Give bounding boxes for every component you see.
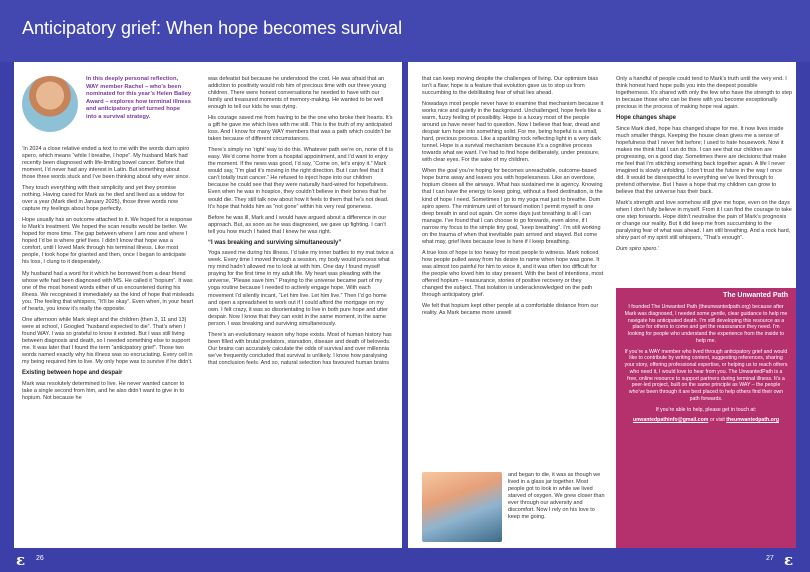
paragraph: If you’re a WAY member who lived through anticipatory grief and would like to contribute by writing content, suggesting references, sharing your story, offering professional expertise, or helping us to reach others who need it, I would love to hear from you. The UnwantedPath is a free, online resource to support partners during terminal illness. It’s a peer-led project, built on the same principle as WAY – the people who’ve been through it are best placed to help others find their own path forwards. (624, 348, 788, 402)
right-page (408, 62, 796, 548)
left-page (14, 62, 402, 548)
paragraph: Hope usually has an outcome attached to it. We hoped for a response to Mark’s treatment. We hoped the scan results would be better. We hoped for more time. The gap between where I am now and where I hoped I’d be is where grief lives. I didn’t know that hope was a comfort, until I loved Mark through his terminal illness. Like most people, I took hope for granted and then, once I began to anticipate his loss, I clung to it desperately. (22, 217, 193, 266)
unwanted-path-box (616, 288, 796, 548)
paragraph: Mark’s strength and love somehow still give me hope, even on the days when I don’t fully believe in myself. From it I can find the courage to take one step forwards. Hope didn’t neutralise the pain of Mark’s prognosis or change our reality. But it did keep me from succumbing to the paralysing fear of what was ahead. I am still breathing. And a rock hard, shiny part of my spirit still whispers, “That’s enough”. (616, 200, 792, 242)
contact-line (624, 417, 788, 424)
paragraph: Since Mark died, hope has changed shape for me. It now lives inside much smaller things. Keeping the house clean gives me a sense of hopefulness that I never felt before; I used to hate housework. Now it makes me think that I can do this. I can see that our children are progressing, on a good day. Sometimes there are decisions that make me feel that I’m stitching something back together again. A life I never imagined is slowly unfolding. I don’t trust the future in the way I once did. It would be disrespectful to everything we’ve lived through to pretend otherwise. But I have a hope that my children can grow to believe that the universe has their back. (616, 125, 787, 196)
photo-side-text (508, 472, 606, 544)
paragraph: was defeatist but because he understood the cost. He was afraid that an addiction to positivity would rob him of precious time with our three young children. There were honest conversations he needed to have with our family and treasured moments of memory-making. He wanted to be well enough to tell our kids he was dying. (208, 76, 387, 111)
paragraph: My husband had a word for it which he borrowed from a dear friend whose wife had been diagnosed with MS. He called it “hopium”. It was one of the most honest words either of us encountered during his illness. We recognised it immediately as the kind of hope that misleads you. The feeling that whispers, “It’ll be okay”. Even when, in your heart of hearts, you know it’s really the opposite. (22, 270, 194, 312)
paragraph: and began to die, it was as though we lived in a glass jar together. Most people got to look in while we lived starved of oxygen. We grew closer than ever through our adversity and discomfort. Now I rely on his love to keep me going. (508, 472, 605, 521)
way-logo-icon: ε (784, 551, 794, 569)
paragraph: that can keep moving despite the challenges of living. Our optimism bias isn’t a flaw; hope is a feature that evolution gave us to stop us from succumbing to the debilitating fear of what lies ahead. (422, 76, 599, 97)
paragraph: There’s simply no ‘right’ way to do this. Whatever path we’re on, none of it is easy. We’d come home from a hospital appointment, and I’d want to enjoy the moment. If the news was good, I’d say, “Come on, let’s enjoy it.” Mark would say, “I’m glad it’s moving in the right direction. But I can feel that it can’t totally trust cancer.” He refused to inject hope into our children because he could see that they were naturally hard-wired for hopefulness. Even when he was in hospice, they couldn’t believe in their bones that he would die. They still talk now about how it feels to them that he’s not dead. It’s hope that holds him as “not gone” within his very real goneness. (208, 147, 393, 210)
paragraph: When the goal you’re hoping for becomes unreachable, outcome-based hope burns away and leaves you with hopelessness. Like an overdose, hopium closes all the airways. What has sustained me is agency. Knowing that I can have the energy to keep going, without a fixed destination, is the kind of hope I need. Sometimes I go to my yoga mat just to breathe. Dum spiro spero. The minimum unit of forward motion I permit myself is one deep breath in and out again. On some days just breathing is all I can manage. I’ve found that I can choose to go forwards, even alone, if I narrow my focus to the simple tiny goal, “keep breathing”. I’m still working on the trauma of when that inevitable pain arrived and stayed. But come what may, grief lives because love is here if I keep breathing. (422, 168, 603, 245)
intro-block (86, 76, 192, 136)
column-4 (616, 76, 792, 284)
signoff: Dum spiro spero.’ (616, 246, 660, 253)
paragraph: They touch everything with their simplicity and yet they promise nothing. Having cared for Mark as he died and lived as a widow for over a year (Mark died in January 2025), those three words now capture my feelings about hope perfectly. (22, 185, 185, 213)
section-heading: Existing between hope and despair (22, 369, 123, 376)
way-logo-icon: ε (16, 551, 26, 569)
section-heading: Hope changes shape (616, 115, 677, 122)
column-2 (208, 76, 394, 544)
paragraph: Nowadays most people never have to examine that mechanism because it works nice and quietly in the background. Unchallenged, hope feels like a warm, fuzzy feeling of possibility. Hope is a luxury most of the people around us have never had to question. Now I believe that fear, dread and despair turn hope into something solid. For me, being hopeful is a small, hard, precious process. Like a sparkling rock reflecting light in a very dark tunnel. Hope is a survival mechanism because it’s a cognitive process towards what we want. I’ve had to find hope deliberately, under pressure, with clear eyes. For the sake of my children. (422, 101, 604, 164)
paragraph: ‘In 2024 a close relative ended a text to me with the words dum spiro spero, which means “while I breathe, I hope”. My husband Mark had recently been diagnosed with life-limiting bowel cancer. Before that moment, I’d never had any interest in Latin. But something about those three words stuck and I’ve been thinking about why ever since. (22, 146, 190, 181)
column-3 (422, 76, 604, 468)
footer-band (0, 548, 810, 572)
paragraph: His courage saved me from having to be the one who broke their hearts. It’s a gift he gave me which lives with me still. This is the truth of my anticipated loss. And I know for many WAY members that was a path which couldn’t be taken because of different circumstances. (208, 115, 393, 143)
header-band (0, 0, 810, 62)
paragraph: Mark was resolutely determined to live. He never wanted cancer to take a single second from him, and he also didn’t want to give in to hopium. Not because he (22, 380, 185, 401)
paragraph: I founded The Unwanted Path (theunwantedpath.org) because after Mark was diagnosed, I needed some gentle, clear guidance to help me navigate his anticipated death. I’m still developing this resource as a place for others to come and get the reassurance they need. I’m looking for people who understand the experience from the inside to help me. (624, 304, 788, 344)
intro-text: In this deeply personal reflection, WAY member Rachel – who’s been nominated for this year’s Helen Bailey Award – explores how terminal illness and anticipatory grief turned hope into a survival strategy. (86, 76, 192, 120)
author-photo (22, 76, 78, 132)
paragraph: Yoga saved me during his illness. I’d take my inner battles to my mat twice a week. Every time I moved through a session, my body would process what my mind hadn’t allowed me to look at with him. One day I found myself praying for the first time in my adult life. My heart was pleading with the universe, “Please save him.” Praying to the universe became part of my yoga routine because I needed to actively engage hope. With each movement I’d silently incant, “Let him live. Let him live.” Then I’d go home and open a spreadsheet to work out if I could afford the mortgage on my own. I felt crazy, it was so disorientating to live in both pure hope and utter despair. Now I know that they can exist in the same moment, in the same person. I was breaking and surviving simultaneously. (208, 250, 394, 327)
paragraph: We felt that hopium kept other people at a comfortable distance from our reality. As Mark became more unwell (422, 302, 599, 316)
paragraph: One afternoon while Mark slept and the children (then 3, 11 and 13) were at school, I Googled “husband expected to die”. That’s when I found WAY. I was so grateful to know it existed. But I was still living between diagnosis and death, so I needed something else to support me. It was later that I found the term “anticipatory grief”. Those two words named exactly why his illness was so excruciating. Every cell in my being required him to live. My only hope was to survive if he didn’t. (22, 316, 193, 365)
couple-photo (422, 472, 502, 542)
box-heading: The Unwanted Path (723, 292, 788, 299)
website-link[interactable]: theunwantedpath.org (726, 417, 780, 424)
paragraph: Before he was ill, Mark and I would have argued about a difference in our approach. But, as soon as he was diagnosed, we gave up fighting. I can’t tell you how much I hated that I knew he was right. (208, 214, 387, 235)
paragraph: Only a handful of people could tend to Mark’s truth until the very end. I think honest hard hope pulls you into the deepest possible togetherness. It’s shared with only the few who have the strength to step in because those who can be there with you become exceptionally precious in the process of making hope real again. (616, 76, 792, 111)
page-number-left: 26 (36, 555, 44, 562)
paragraph: If you’re able to help, please get in touch at: (655, 406, 757, 413)
box-body (624, 304, 788, 424)
paragraph: A true loss of hope is too heavy for most people to witness. Mark noticed how people pulled away from his desire to name when hope was gone. It was almost too painful for him to voice it, and it was often too difficult for the people who loved him to stay present. With the best of intentions, most offered hopium – reassurance, stories of positive recovery or they changed the subject. That isolation is underacknowledged on the path through anticipatory grief. (422, 249, 604, 298)
section-heading: “I was breaking and surviving simultaneously” (208, 239, 342, 246)
email-link[interactable]: unwantedpathinfo@gmail.com (632, 417, 709, 424)
or-visit-text: or visit (709, 417, 725, 424)
article-title: Anticipatory grief: When hope becomes survival (22, 18, 403, 38)
column-1 (22, 146, 194, 544)
paragraph: There’s an evolutionary reason why hope exists. Most of human history has been filled with brutal predators, starvation, disease and death of beloveds. Our brains can accurately calculate the odds of survival and over millennia we’ve frequently concluded that survival is unlikely. I know how paralysing that conclusion feels. And so, natural selection has favoured human brains (208, 331, 392, 366)
page-number-right: 27 (766, 555, 774, 562)
